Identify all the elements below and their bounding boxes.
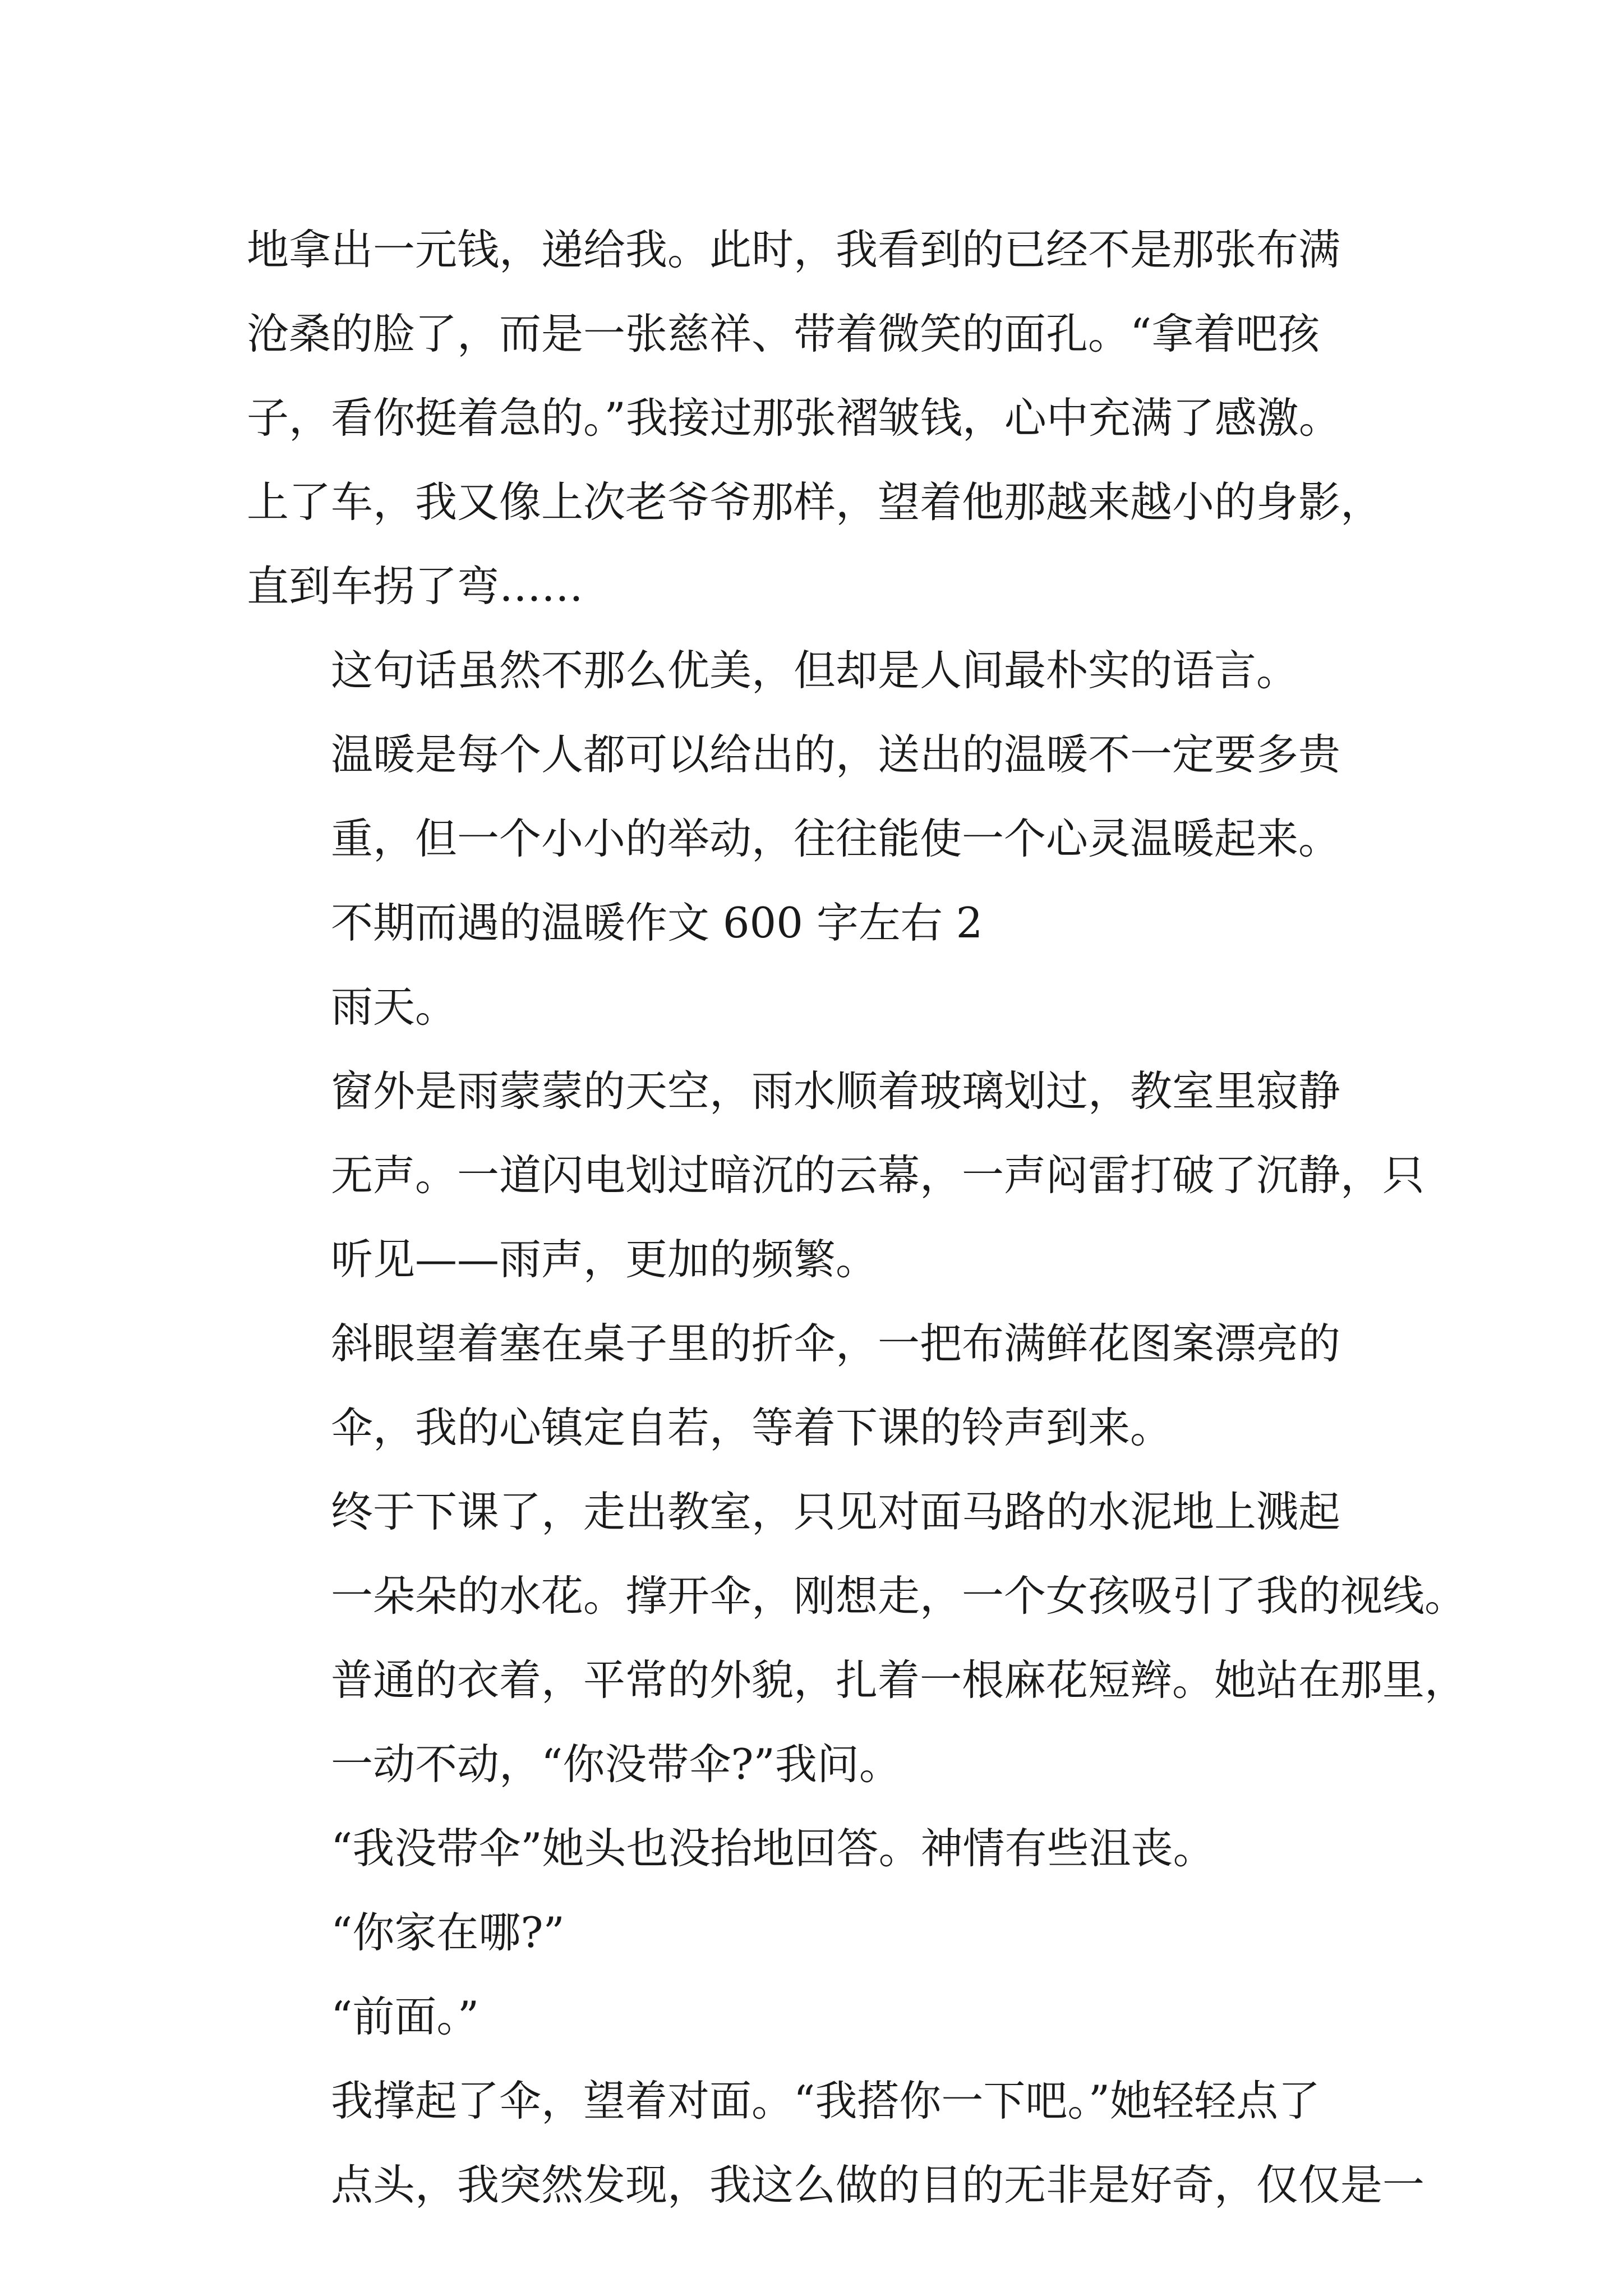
paragraph <box>247 881 1424 965</box>
text-line: 重，但一个小小的举动，往往能使一个心灵温暖起来。 <box>331 814 1341 863</box>
text-line: 雨天。 <box>331 982 458 1032</box>
text-line: 伞，我的心镇定自若，等着下课的铃声到来。 <box>331 1403 1173 1452</box>
text-line: 听见——雨声，更加的频繁。 <box>331 1235 878 1284</box>
text-line: 斜眼望着塞在桌子里的折伞，一把布满鲜花图案漂亮的 <box>331 1319 1341 1368</box>
text-line: 点头，我突然发现，我这么做的目的无非是好奇，仅仅是一 <box>331 2160 1425 2210</box>
paragraph <box>247 1470 1467 1806</box>
text-line: 普通的衣着，平常的外貌，扎着一根麻花短辫。她站在那里， <box>331 1655 1467 1705</box>
text-line: 一朵朵的水花。撑开伞，刚想走，一个女孩吸引了我的视线。 <box>331 1571 1467 1621</box>
paragraph <box>247 1975 1424 2059</box>
paragraph <box>247 1890 1424 1975</box>
text-line: 我撑起了伞，望着对面。“我搭你一下吧。”她轻轻点了 <box>331 2076 1321 2125</box>
paragraph <box>247 2059 1424 2227</box>
text-line: 沧桑的脸了，而是一张慈祥、带着微笑的面孔。“拿着吧孩 <box>247 309 1320 358</box>
text-line: 一动不动，“你没带伞?”我问。 <box>331 1740 901 1789</box>
paragraph <box>247 712 1424 881</box>
paragraph <box>247 1806 1424 1890</box>
text-line: “我没带伞”她头也没抬地回答。神情有些沮丧。 <box>331 1824 1215 1873</box>
paragraph <box>247 208 1424 628</box>
text-line: “你家在哪?” <box>331 1908 565 1957</box>
article-body <box>247 208 1467 2227</box>
text-line: 这句话虽然不那么优美，但却是人间最朴实的语言。 <box>331 646 1299 695</box>
paragraph <box>247 1049 1424 1301</box>
text-line: 终于下课了，走出教室，只见对面马路的水泥地上溅起 <box>331 1487 1341 1536</box>
text-line: 无声。一道闪电划过暗沉的云幕，一声闷雷打破了沉静，只 <box>331 1151 1425 1200</box>
text-line: 直到车拐了弯…… <box>247 562 584 611</box>
text-line: 子，看你挺着急的。”我接过那张褶皱钱，心中充满了感激。 <box>247 393 1341 443</box>
paragraph <box>247 628 1424 712</box>
text-line: “前面。” <box>331 1992 479 2041</box>
text-line: 上了车，我又像上次老爷爷那样，望着他那越来越小的身影， <box>247 477 1383 527</box>
text-line: 温暖是每个人都可以给出的，送出的温暖不一定要多贵 <box>331 730 1341 779</box>
text-line: 窗外是雨蒙蒙的天空，雨水顺着玻璃划过，教室里寂静 <box>331 1066 1341 1116</box>
paragraph <box>247 965 1424 1049</box>
text-line: 不期而遇的温暖作文 600 字左右 2 <box>331 898 983 947</box>
text-line: 地拿出一元钱，递给我。此时，我看到的已经不是那张布满 <box>247 225 1341 274</box>
paragraph <box>247 1301 1424 1470</box>
